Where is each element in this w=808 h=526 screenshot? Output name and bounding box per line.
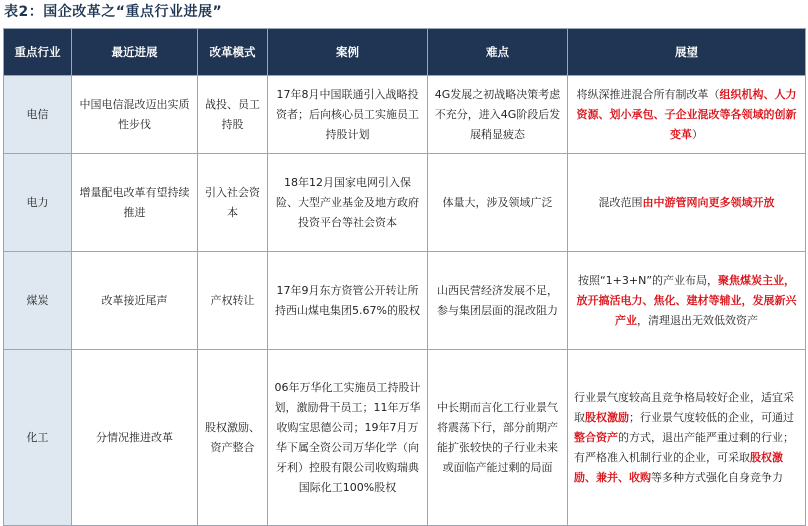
progress-cell: 中国电信混改迈出实质性步伐	[72, 76, 198, 154]
outlook-text: 将纵深推进混合所有制改革（	[576, 87, 720, 101]
outlook-text: 行业景气度较高且竞争格局较好企业，适宜采取	[574, 390, 794, 424]
difficulty-cell: 山西民营经济发展不足，参与集团层面的混改阻力	[428, 252, 568, 350]
header-outlook: 展望	[568, 29, 806, 76]
industry-cell: 化工	[4, 350, 72, 526]
progress-cell: 分情况推进改革	[72, 350, 198, 526]
mode-cell: 引入社会资本	[198, 154, 268, 252]
header-industry: 重点行业	[4, 29, 72, 76]
table-title: 表2：国企改革之“重点行业进展”	[4, 4, 223, 20]
outlook-text: ，清理退出无效低效资产	[637, 313, 758, 327]
difficulty-cell: 体量大，涉及领域广泛	[428, 154, 568, 252]
outlook-cell	[568, 76, 806, 154]
outlook-highlight: 聚焦煤炭主业，放开搞活电力、焦化、建材等辅业，发展新兴产业	[576, 273, 797, 327]
outlook-highlight: 组织机构、人力资源、划小承包、子企业混改等各领域的创新变革	[576, 87, 797, 141]
outlook-text: 混改范围	[598, 195, 643, 209]
mode-cell: 股权激励、资产整合	[198, 350, 268, 526]
outlook-highlight: 股权激励、兼并、收购	[574, 450, 783, 484]
outlook-text: ；行业景气度较低的企业，可通过	[629, 410, 794, 424]
difficulty-cell: 4G发展之初战略决策考虑不充分，进入4G阶段后发展稍显疲态	[428, 76, 568, 154]
progress-cell: 增量配电改革有望持续推进	[72, 154, 198, 252]
mode-cell: 产权转让	[198, 252, 268, 350]
table-row	[4, 76, 806, 154]
outlook-text: 的方式，退出产能严重过剩的行业；有严格准入机制行业的企业，可采取	[574, 430, 794, 464]
outlook-highlight: 由中游管网向更多领域开放	[642, 195, 775, 209]
case-cell: 06年万华化工实施员工持股计划，激励骨干员工；11年万华收购宝思德公司；19年7月万华下属全资公司万华化学（向牙利）控股有限公司收购瑞典国际化工100%股权	[268, 350, 428, 526]
industry-cell: 电力	[4, 154, 72, 252]
reform-progress-table	[3, 28, 806, 526]
header-difficulty: 难点	[428, 29, 568, 76]
header-case: 案例	[268, 29, 428, 76]
industry-cell: 煤炭	[4, 252, 72, 350]
table-row	[4, 252, 806, 350]
case-cell: 17年8月中国联通引入战略投资者；后向核心员工实施员工持股计划	[268, 76, 428, 154]
outlook-text: ）	[692, 127, 703, 141]
table-row	[4, 154, 806, 252]
header-progress: 最近进展	[72, 29, 198, 76]
outlook-text: 等多种方式强化自身竞争力	[651, 470, 783, 484]
progress-cell: 改革接近尾声	[72, 252, 198, 350]
difficulty-cell: 中长期而言化工行业景气将震荡下行，部分前期产能扩张较快的子行业未来或面临产能过剩的局面	[428, 350, 568, 526]
case-cell: 17年9月东方资管公开转让所持西山煤电集团5.67%的股权	[268, 252, 428, 350]
outlook-highlight: 股权激励	[585, 410, 629, 424]
outlook-highlight: 整合资产	[574, 430, 618, 444]
industry-cell: 电信	[4, 76, 72, 154]
mode-cell: 战投、员工持股	[198, 76, 268, 154]
outlook-cell	[568, 154, 806, 252]
case-cell: 18年12月国家电网引入保险、大型产业基金及地方政府投资平台等社会资本	[268, 154, 428, 252]
outlook-cell	[568, 350, 806, 526]
header-row	[4, 29, 806, 76]
table-row	[4, 350, 806, 526]
header-mode: 改革模式	[198, 29, 268, 76]
outlook-text: 按照“1+3+N”的产业布局，	[577, 273, 719, 287]
outlook-cell	[568, 252, 806, 350]
